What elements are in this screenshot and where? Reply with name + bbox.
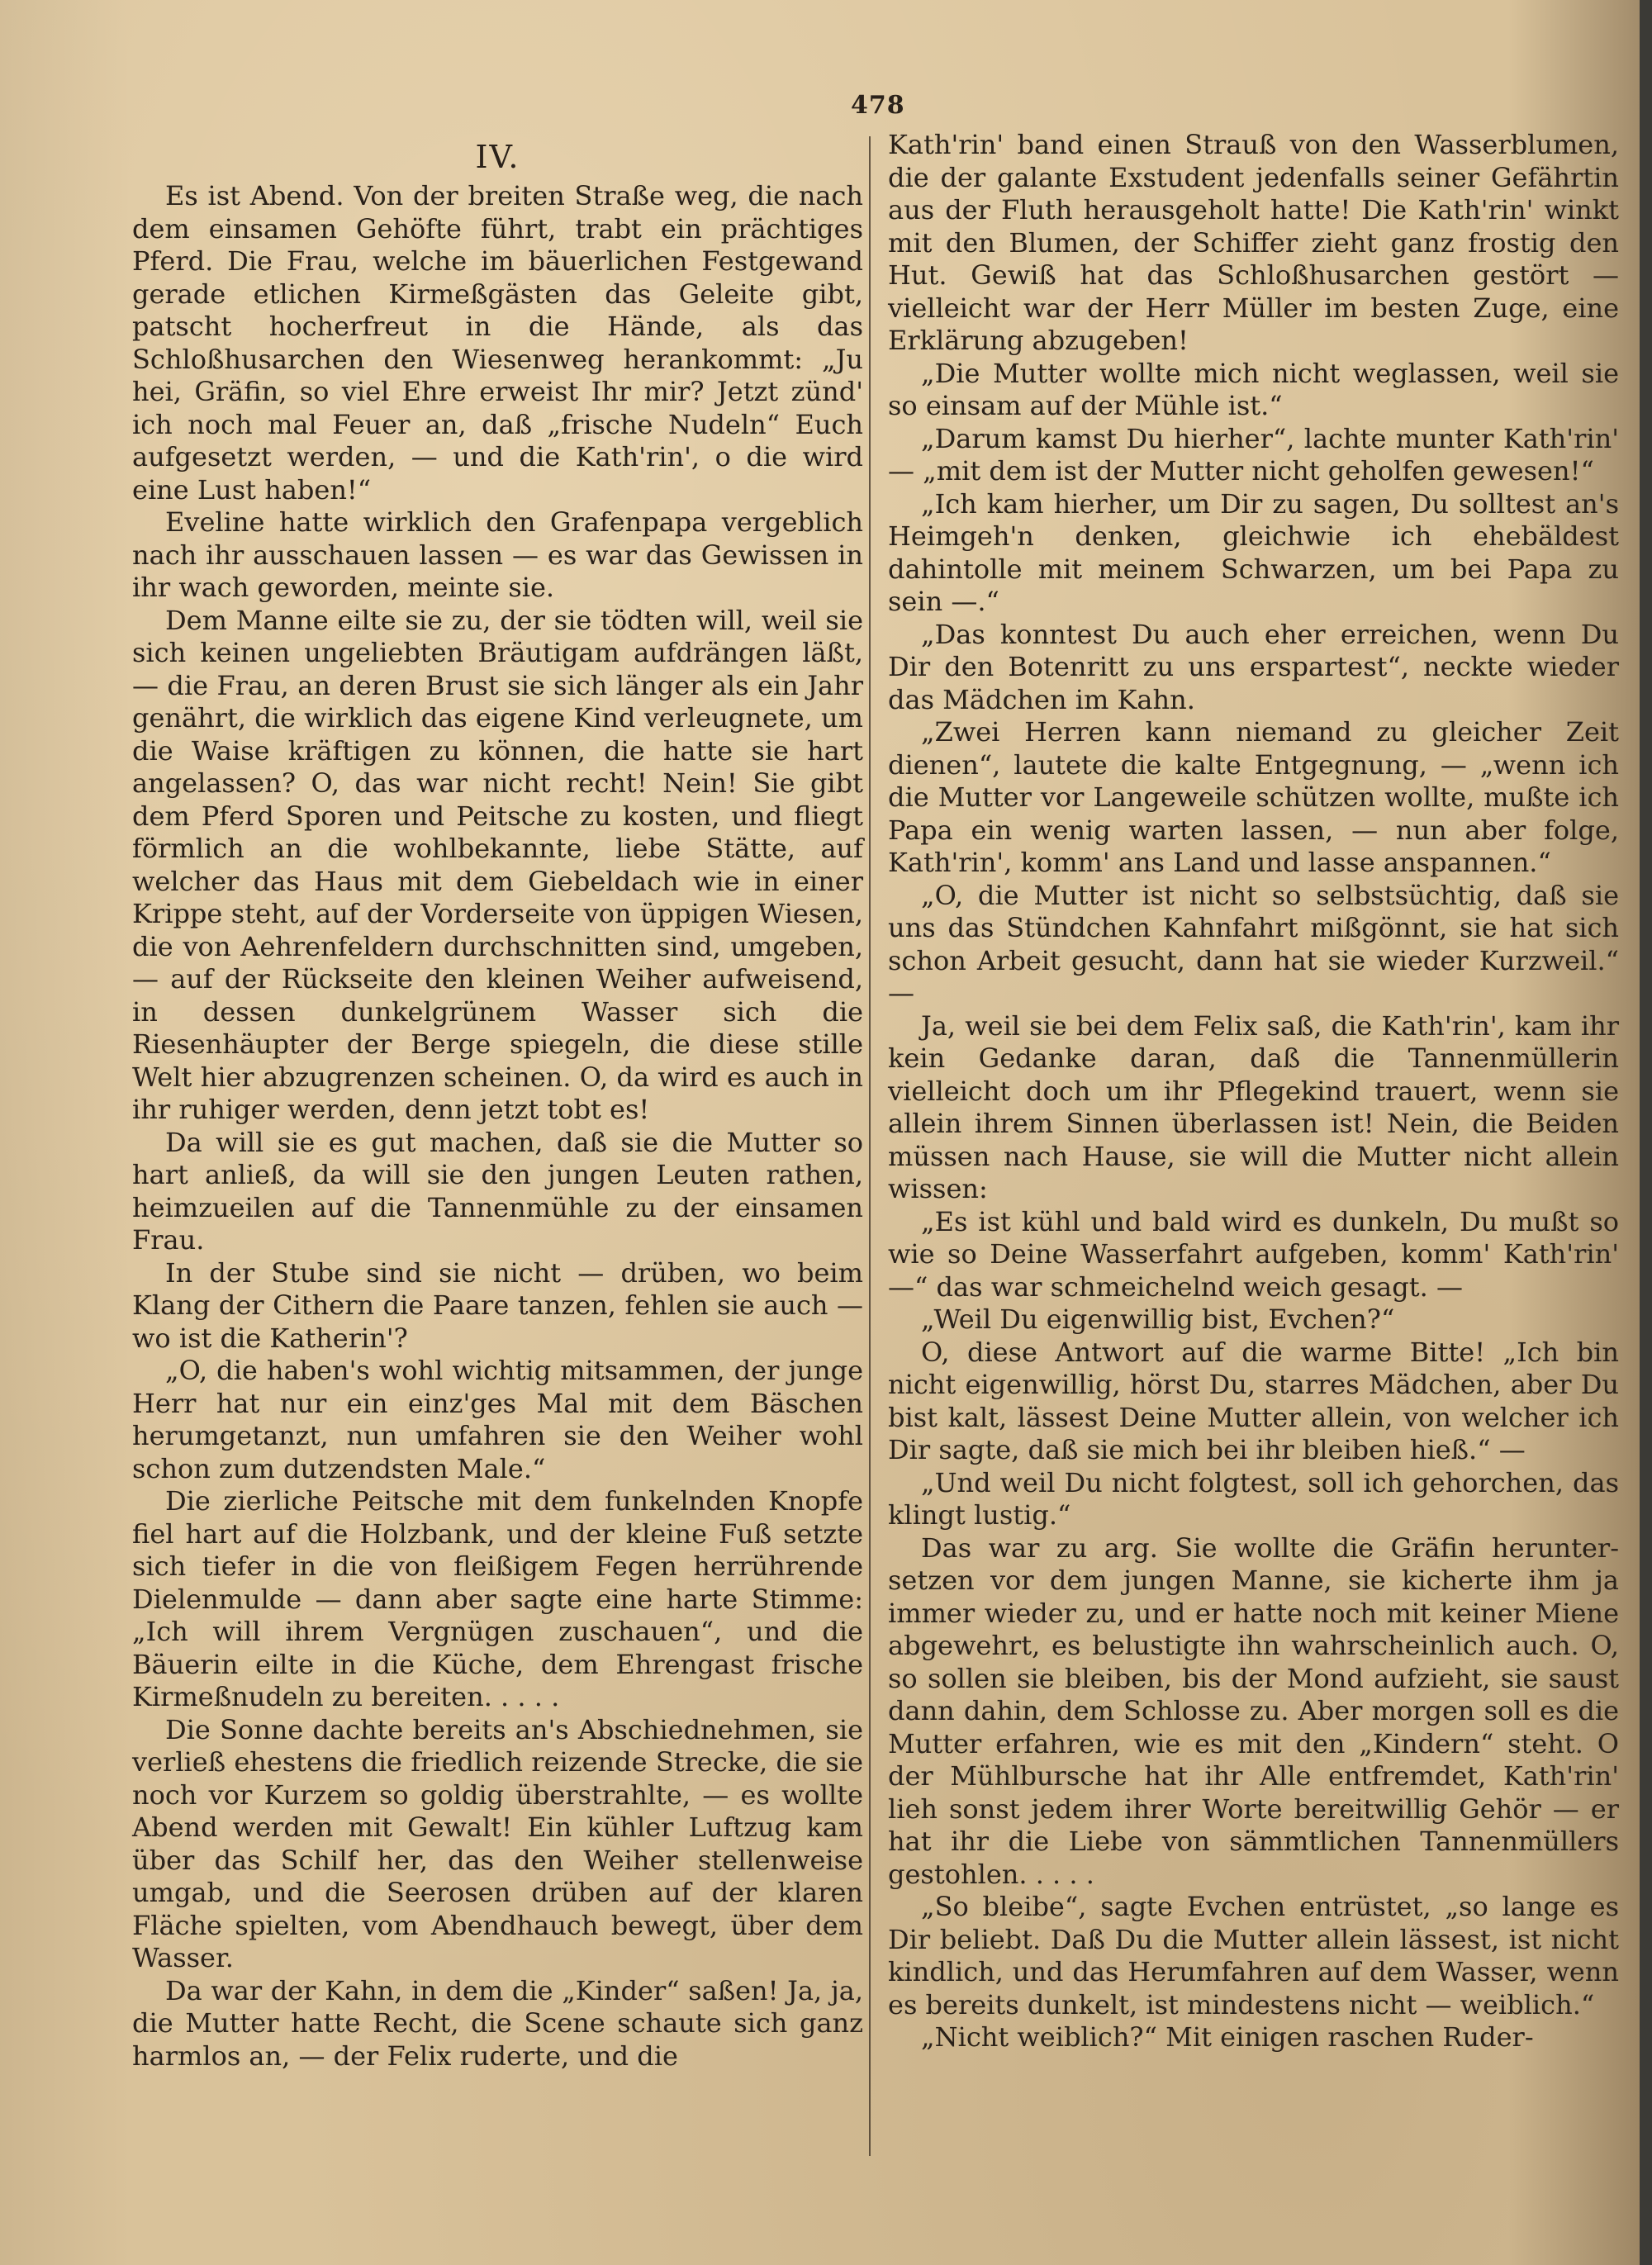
paragraph: Eveline hatte wirklich den Grafenpapa vergeblich nach ihr ausschauen lassen — es war das Gewissen in ihr wach geworden, meinte sie. [132, 506, 863, 603]
binding-edge [1640, 0, 1652, 2265]
paragraph: „Und weil Du nicht folgtest, soll ich gehorchen, das klingt lustig.“ [888, 1466, 1619, 1531]
paragraph: „Ich kam hierher, um Dir zu sagen, Du solltest an's Heimgeh'n denken, gleichwie ich ehebäldest dahintolle mit meinem Schwarzen, um bei Papa zu sein —.“ [888, 487, 1619, 617]
paragraph-continuation: Kath'rin' band einen Strauß von den Wasserblumen, die der galante Exstudent jedenfalls seiner Gefährtin aus der Fluth herausgeholt hatte! Die Kath'rin' winkt mit den Blumen, der Schiffer zieht ganz frostig den Hut. Gewiß hat das Schloßhusarchen gestört — vielleicht war der Herr Müller im besten Zuge, eine Erklärung abzugeben! [888, 129, 1619, 356]
paragraph: O, diese Antwort auf die warme Bitte! „Ich bin nicht eigenwillig, hörst Du, starres Mädchen, aber Du bist kalt, lässest Deine Mutter allein, von welcher ich Dir sagte, daß sie mich bei ihr bleiben hieß.“ — [888, 1336, 1619, 1465]
paragraph: Da war der Kahn, in dem die „Kinder“ saßen! Ja, ja, die Mutter hatte Recht, die Scene schaute sich ganz harmlos an, — der Felix ruderte, und die [132, 1974, 863, 2072]
paragraph: „So bleibe“, sagte Evchen entrüstet, „so lange es Dir beliebt. Daß Du die Mutter allein lässest, ist nicht kindlich, und das Herumfahren auf dem Wasser, wenn es bereits dunkelt, ist mindestens nicht — weiblich.“ [888, 1891, 1619, 2020]
paragraph: Dem Manne eilte sie zu, der sie tödten will, weil sie sich keinen ungeliebten Bräutigam aufdrängen läßt, — die Frau, an deren Brust sie sich länger als ein Jahr genährt, die wirklich das eigene Kind verleugnete, um die Waise kräftigen zu können, die hatte sie hart angelassen? O, das war nicht recht! Nein! Sie gibt dem Pferd Sporen und Peitsche zu kosten, und fliegt förmlich an die wohlbekannte, liebe Stätte, auf welcher das Haus mit dem Giebeldach wie in einer Krippe steht, auf der Vorderseite von üppigen Wiesen, die von Aehrenfeldern durchschnitten sind, umgeben, — auf der Rückseite den kleinen Weiher aufweisend, in dessen dunkelgrünem Wasser sich die Riesenhäupter der Berge spiegeln, die diese stille Welt hier abzugrenzen scheinen. O, da wird es auch in ihr ruhiger werden, denn jetzt tobt es! [132, 604, 863, 1125]
paragraph: „Nicht weiblich?“ Mit einigen raschen Ruder- [921, 2021, 1534, 2053]
paragraph: Das war zu arg. Sie wollte die Gräfin heruntersetzen vor dem jungen Manne, sie kicherte ihm ja immer wieder zu, und er hatte noch mit keiner Miene abgewehrt, es belustigte ihn wahrscheinlich auch. O, so sollen sie bleiben, bis der Mond aufzieht, sie saust dann dahin, dem Schlosse zu. Aber morgen soll es die Mutter erfahren, wie es mit den „Kindern“ steht. O der Mühlbursche hat ihr Alle entfremdet, Kath'rin' lieh sonst jedem ihrer Worte bereitwillig Gehör — er hat ihr die Liebe von sämmtlichen Tannenmüllers gestohlen. . . . . [888, 1531, 1619, 1890]
paragraph: In der Stube sind sie nicht — drüben, wo beim Klang der Cithern die Paare tanzen, fehlen sie auch — wo ist die Katherin'? [132, 1256, 863, 1354]
paragraph: „Darum kamst Du hierher“, lachte munter Kath'rin' — „mit dem ist der Mutter nicht geholfen gewesen!“ [888, 422, 1619, 487]
paragraph: „Weil Du eigenwillig bist, Evchen?“ [921, 1303, 1395, 1335]
chapter-heading: IV. [475, 139, 520, 175]
page-number: 478 [851, 91, 905, 120]
paragraph: Die Sonne dachte bereits an's Abschiednehmen, sie verließ ehestens die friedlich reizende Strecke, die sie noch vor Kurzem so goldig überstrahlte, — es wollte Abend werden mit Gewalt! Ein kühler Luftzug kam über das Schilf her, das den Weiher stellenweise umgab, und die Seerosen drüben auf der klaren Fläche spielten, vom Abendhauch bewegt, über dem Wasser. [132, 1713, 863, 1973]
paragraph: „O, die Mutter ist nicht so selbstsüchtig, daß sie uns das Stündchen Kahnfahrt mißgönnt, sie hat sich schon Arbeit gesucht, dann hat sie wieder Kurzweil.“ — [888, 879, 1619, 1009]
paragraph: „Das konntest Du auch eher erreichen, wenn Du Dir den Botenritt zu uns erspartest“, neckte wieder das Mädchen im Kahn. [888, 618, 1619, 715]
right-column [888, 129, 1619, 2054]
paragraph: „Zwei Herren kann niemand zu gleicher Zeit dienen“, lautete die kalte Entgegnung, — „wenn ich die Mutter vor Langeweile schützen wollte, mußte ich Papa ein wenig warten lassen, — nun aber folge, Kath'rin', komm' ans Land und lasse anspannen.“ [888, 716, 1619, 878]
paragraph: Die zierliche Peitsche mit dem funkelnden Knopfe fiel hart auf die Holzbank, und der kleine Fuß setzte sich tiefer in die von fleißigem Fegen herrührende Dielenmulde — dann aber sagte eine harte Stimme: „Ich will ihrem Vergnügen zuschauen“, und die Bäuerin eilte in die Küche, dem Ehrengast frische Kirmeßnudeln zu bereiten. . . . . [132, 1485, 863, 1712]
column-divider [869, 136, 871, 2156]
paragraph: „Die Mutter wollte mich nicht weglassen, weil sie so einsam auf der Mühle ist.“ [888, 357, 1619, 421]
paragraph: Ja, weil sie bei dem Felix saß, die Kath'rin', kam ihr kein Gedanke daran, daß die Tannenmüllerin vielleicht doch um ihr Pflegekind trauert, wenn sie allein ihrem Sinnen überlassen ist! Nein, die Beiden müssen nach Hause, sie will die Mutter nicht allein wissen: [888, 1009, 1619, 1204]
paragraph: „Es ist kühl und bald wird es dunkeln, Du mußt so wie so Deine Wasserfahrt aufgeben, komm' Kath'rin' —“ das war schmeichelnd weich gesagt. — [888, 1205, 1619, 1303]
paragraph: Da will sie es gut machen, daß sie die Mutter so hart anließ, da will sie den jungen Leuten rathen, heimzueilen auf die Tannenmühle zu der einsamen Frau. [132, 1126, 863, 1256]
left-column [132, 132, 863, 2073]
paragraph: Es ist Abend. Von der breiten Straße weg, die nach dem einsamen Gehöfte führt, trabt ein prächtiges Pferd. Die Frau, welche im bäuerlichen Festgewand gerade etlichen Kirmeßgästen das Geleite gibt, patscht hocherfreut in die Hände, als das Schloßhusarchen den Wiesenweg herankommt: „Ju hei, Gräfin, so viel Ehre erweist Ihr mir? Jetzt zünd' ich noch mal Feuer an, daß „frische Nudeln“ Euch aufgesetzt werden, — und die Kath'rin', o die wird eine Lust haben!“ [132, 180, 863, 506]
paragraph: „O, die haben's wohl wichtig mitsammen, der junge Herr hat nur ein einz'ges Mal mit dem Bäschen herumgetanzt, nun umfahren sie den Weiher wohl schon zum dutzendsten Male.“ [132, 1355, 863, 1484]
